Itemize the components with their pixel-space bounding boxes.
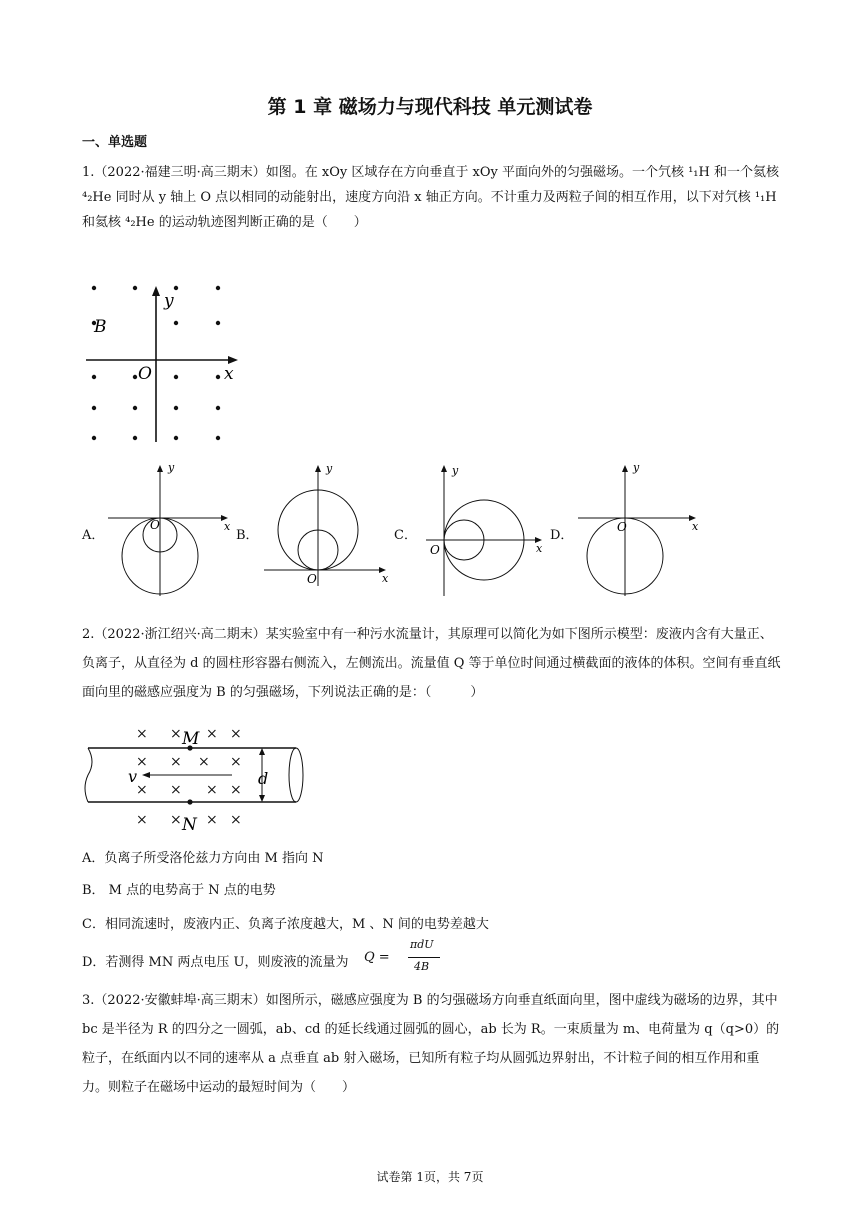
label-y: y — [164, 291, 174, 311]
svg-text:y: y — [452, 464, 459, 477]
page-footer: 试卷第 1页，共 7页 — [376, 1170, 484, 1184]
svg-text:x: x — [536, 542, 543, 555]
question-2-text: 2.（2022·浙江绍兴·高二期末）某实验室中有一种污水流量计，其原理可以简化为如下图所示模型：废液内含有大量正、负离子，从直径为 d 的圆柱形容器右侧流入，左侧流出。流量值 Q 等于单位时间通过横截面的液体的体积。空间有垂直纸面向里的磁感应强度为 B 的匀强磁场，下列说法正确的是：（ ） — [82, 627, 781, 700]
svg-text:y: y — [633, 462, 640, 474]
svg-text:×: × — [230, 812, 242, 828]
svg-text:×: × — [206, 812, 218, 828]
q1-option-b-figure — [258, 462, 388, 590]
svg-text:×: × — [136, 782, 148, 798]
formula-numerator: πdU — [410, 938, 434, 951]
svg-text:×: × — [170, 754, 182, 770]
svg-text:×: × — [170, 782, 182, 798]
q1-option-c-figure — [420, 462, 555, 600]
svg-text:×: × — [198, 754, 210, 770]
svg-text:y: y — [326, 462, 333, 475]
q1-option-d-figure — [572, 462, 702, 600]
svg-text:×: × — [230, 726, 242, 742]
q2-option-a: A．负离子所受洛伦兹力方向由 M 指向 N — [82, 851, 324, 866]
q2-option-b: B． M 点的电势高于 N 点的电势 — [82, 883, 276, 898]
svg-text:O: O — [307, 572, 317, 586]
svg-text:×: × — [136, 726, 148, 742]
svg-text:y: y — [168, 462, 175, 474]
label-x: x — [224, 364, 234, 384]
q2-option-c: C．相同流速时，废液内正、负离子浓度越大，M 、N 间的电势差越大 — [82, 917, 489, 932]
label-n: N — [182, 815, 197, 832]
q1-option-b-label: B． — [236, 528, 259, 543]
svg-text:×: × — [206, 782, 218, 798]
svg-text:O: O — [617, 520, 627, 534]
label-d: d — [258, 769, 269, 788]
svg-text:×: × — [230, 754, 242, 770]
q1-option-a-figure — [104, 462, 234, 600]
svg-text:×: × — [170, 726, 182, 742]
svg-text:O: O — [150, 518, 160, 532]
q2-option-d: D．若测得 MN 两点电压 U，则废液的流量为 — [82, 955, 349, 970]
svg-text:×: × — [230, 782, 242, 798]
formula-denominator: 4B — [414, 960, 430, 973]
q1-option-c-label: C． — [394, 528, 417, 543]
svg-text:×: × — [170, 812, 182, 828]
formula-lhs: Q = — [364, 950, 390, 965]
svg-text:×: × — [136, 754, 148, 770]
question-3-text: 3.（2022·安徽蚌埠·高三期末）如图所示，磁感应强度为 B 的匀强磁场方向垂直纸面向里，图中虚线为磁场的边界，其中 bc 是半径为 R 的四分之一圆弧，ab、cd 的延长线通过圆弧的圆心，ab 长为 R。一束质量为 m、电荷量为 q（q>0）的粒子，在纸面内以不同的速率从 a 点垂直 ab 射入磁场，已知所有粒子均从圆弧边界射出，不计粒子间的相互作用和重力。则粒子在磁场中运动的最短时间为（ ） — [82, 993, 780, 1095]
q1-field-figure — [80, 280, 250, 450]
page-title: 第 1 章 磁场力与现代科技 单元测试卷 — [267, 96, 593, 118]
svg-text:O: O — [430, 543, 440, 557]
svg-text:×: × — [206, 726, 218, 742]
section-heading: 一、单选题 — [82, 135, 148, 150]
svg-text:x: x — [224, 520, 231, 533]
q1-option-d-label: D． — [550, 528, 574, 543]
svg-text:x: x — [382, 572, 388, 585]
q2-pipe-figure — [82, 722, 314, 832]
label-o: O — [138, 364, 152, 384]
label-b: B — [94, 317, 107, 337]
label-v: v — [128, 767, 138, 786]
question-1-text: 1.（2022·福建三明·高三期末）如图。在 xOy 区域存在方向垂直于 xOy 平面向外的匀强磁场。一个氕核 ¹₁H 和一个氦核 ⁴₂He 同时从 y 轴上 O 点以相同的动能射出，速度方向沿 x 轴正方向。不计重力及两粒子间的相互作用，以下对氕核 ¹₁H 和氦核 ⁴₂He 的运动轨迹图判断正确的是（ ） — [82, 165, 779, 230]
svg-text:x: x — [692, 520, 699, 533]
q1-option-a-label: A． — [82, 528, 105, 543]
formula-bar — [408, 957, 440, 958]
label-m: M — [182, 729, 200, 749]
svg-text:×: × — [136, 812, 148, 828]
